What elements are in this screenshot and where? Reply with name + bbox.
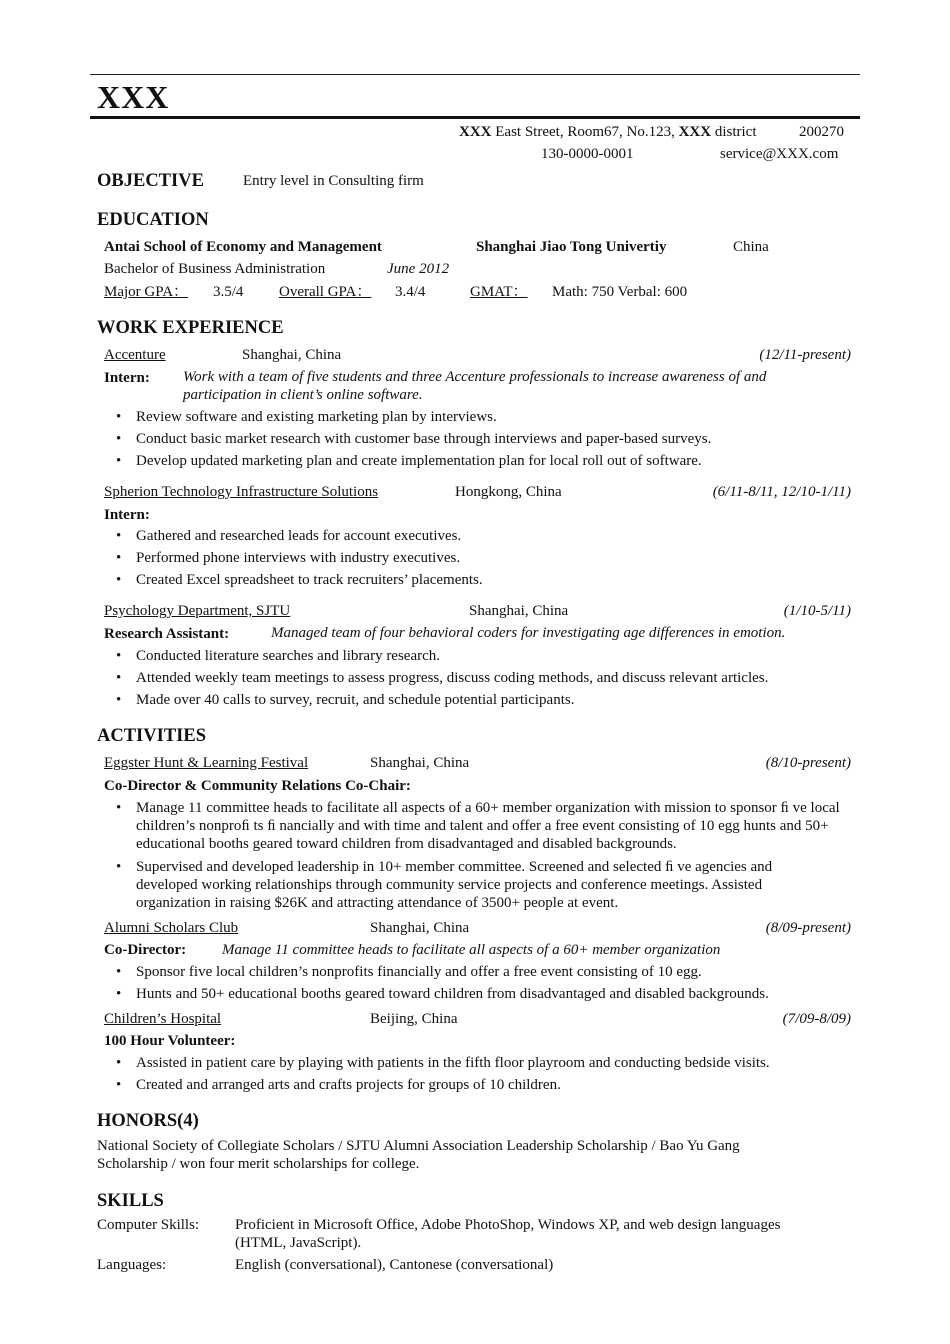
education-country: China <box>733 239 769 255</box>
address: XXX East Street, Room67, No.123, XXX district <box>459 124 757 140</box>
list-item: • Develop updated marketing plan and create implementation plan for local roll out of software. <box>136 452 702 470</box>
major-gpa-label: Major GPA： <box>104 284 189 300</box>
job-location: Hongkong, China <box>455 484 562 500</box>
major-gpa: 3.5/4 <box>213 284 244 300</box>
university-name: Shanghai Jiao Tong Univertiy <box>476 239 667 255</box>
phone: 130-0000-0001 <box>541 146 634 162</box>
list-item: • Review software and existing marketing plan by interviews. <box>136 408 497 426</box>
gmat-label: GMAT： <box>470 284 528 300</box>
computer-skills-label: Computer Skills: <box>97 1217 200 1233</box>
candidate-name: XXX <box>97 79 170 115</box>
activity-role: 100 Hour Volunteer: <box>104 1033 236 1049</box>
activity-location: Shanghai, China <box>370 755 470 771</box>
job-role: Research Assistant: <box>104 626 230 642</box>
list-item: • Gathered and researched leads for account executives. <box>136 527 461 545</box>
languages-label: Languages: <box>97 1257 167 1273</box>
education-heading: EDUCATION <box>97 210 209 230</box>
gmat-score: Math: 750 Verbal: 600 <box>552 284 688 300</box>
job-description-cont: participation in client’s online software. <box>183 387 423 403</box>
activity-date: (8/09-present) <box>765 920 851 936</box>
degree: Bachelor of Business Administration <box>104 261 326 277</box>
list-item: • Assisted in patient care by playing with patients in the fifth floor playroom and conducting bedside visits. <box>136 1054 770 1072</box>
activity-org: Children’s Hospital <box>104 1011 222 1027</box>
activity-org: Alumni Scholars Club <box>104 920 239 936</box>
list-item: • Conduct basic market research with customer base through interviews and paper-based surveys. <box>136 430 711 448</box>
job-role: Intern: <box>104 370 150 386</box>
honors-heading: HONORS(4) <box>97 1111 199 1131</box>
activity-date: (8/10-present) <box>765 755 851 771</box>
objective-heading: OBJECTIVE <box>97 171 204 191</box>
email: service@XXX.com <box>720 146 839 162</box>
job-date: (6/11-8/11, 12/10-1/11) <box>712 484 851 500</box>
job-org: Spherion Technology Infrastructure Solutions <box>104 484 379 500</box>
activity-role: Co-Director & Community Relations Co-Chair: <box>104 778 411 794</box>
skills-heading: SKILLS <box>97 1191 164 1211</box>
list-item: • Created Excel spreadsheet to track recruiters’ placements. <box>136 571 483 589</box>
job-role: Intern: <box>104 507 150 523</box>
job-location: Shanghai, China <box>469 603 569 619</box>
name-rule <box>90 116 860 119</box>
job-description: Work with a team of five students and three Accenture professionals to increase awareness of and <box>183 369 767 385</box>
list-item: • Created and arranged arts and crafts projects for groups of 10 children. <box>136 1076 561 1094</box>
activity-description: Manage 11 committee heads to facilitate all aspects of a 60+ member organization <box>222 942 721 958</box>
list-item: • Sponsor five local children’s nonprofits financially and offer a free event consisting of 10 egg. <box>136 963 702 981</box>
work-heading: WORK EXPERIENCE <box>97 318 284 338</box>
activity-org: Eggster Hunt & Learning Festival <box>104 755 309 771</box>
overall-gpa-label: Overall GPA： <box>279 284 372 300</box>
list-item: • Hunts and 50+ educational booths geared toward children from disadvantaged and disabled backgrounds. <box>136 985 769 1003</box>
objective-text: Entry level in Consulting firm <box>243 173 424 189</box>
list-item: • Supervised and developed leadership in 10+ member committee. Screened and selected ﬁ ve agencies and developed working relationships through community service projects and conference meetings. Assisted organization in raising $26K and attracting attendance of 3500+ people at event. <box>136 858 826 912</box>
list-item: • Attended weekly team meetings to assess progress, discuss coding methods, and discuss relevant articles. <box>136 669 768 687</box>
job-date: (1/10-5/11) <box>783 603 851 619</box>
activity-date: (7/09-8/09) <box>782 1011 851 1027</box>
zip-code: 200270 <box>799 124 844 140</box>
honors-text: National Society of Collegiate Scholars / SJTU Alumni Association Leadership Scholarship / Bao Yu Gang Scholarship / won four merit scholarships for college. <box>97 1138 740 1172</box>
job-location: Shanghai, China <box>242 347 342 363</box>
activity-role: Co-Director: <box>104 942 187 958</box>
job-description: Managed team of four behavioral coders for investigating age differences in emotion. <box>271 625 786 641</box>
overall-gpa: 3.4/4 <box>395 284 426 300</box>
top-rule <box>90 74 860 75</box>
school-name: Antai School of Economy and Management <box>104 239 382 255</box>
job-org: Psychology Department, SJTU <box>104 603 291 619</box>
activity-location: Shanghai, China <box>370 920 470 936</box>
languages: English (conversational), Cantonese (conversational) <box>235 1257 554 1273</box>
list-item: • Manage 11 committee heads to facilitate all aspects of a 60+ member organization with mission to sponsor ﬁ ve local children’s nonproﬁ ts ﬁ nancially and with time and talent and offer a free event consisting of 10 egg hunts and 50+ educational booths geared toward children from disadvantaged and disabled backgrounds. <box>136 799 858 853</box>
job-date: (12/11-present) <box>759 347 851 363</box>
activities-heading: ACTIVITIES <box>97 726 206 746</box>
computer-skills: Proficient in Microsoft Office, Adobe PhotoShop, Windows XP, and web design languages (HTML, JavaScript). <box>235 1217 781 1251</box>
activity-location: Beijing, China <box>370 1011 458 1027</box>
list-item: • Conducted literature searches and library research. <box>136 647 440 665</box>
job-org: Accenture <box>104 347 166 363</box>
list-item: • Performed phone interviews with industry executives. <box>136 549 460 567</box>
list-item: • Made over 40 calls to survey, recruit, and schedule potential participants. <box>136 691 574 709</box>
graduation-date: June 2012 <box>387 261 450 277</box>
